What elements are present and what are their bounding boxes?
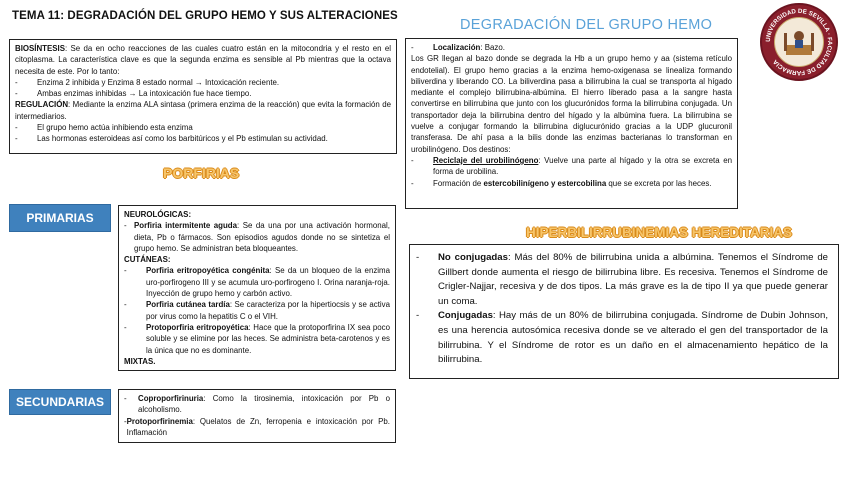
list-item: - El grupo hemo actúa inhibiendo esta enzima <box>15 123 193 133</box>
page-title: TEMA 11: DEGRADACIÓN DEL GRUPO HEMO Y SUS ALTERACIONES <box>12 10 398 22</box>
svg-text:UNIVERSIDAD DE SEVILLA · FACUL: UNIVERSIDAD DE SEVILLA · FACULTAD DE FARMACIA <box>764 7 834 77</box>
list-item: - Conjugadas: Hay más de un 80% de bilirrubina conjugada. Síndrome de Dubin Johnson, es una herencia autosómica recesiva donde se ve alterado el gen del transportador de la bilirrubina. Y el Síndrome de rotor es un daño en el almacenamiento hepático de la bilirrubina. <box>416 310 828 366</box>
list-item: - No conjugadas: Más del 80% de bilirrubina unida a albúmina. Tenemos el Síndrome de Gillbert donde aumenta el riesgo de bilirrubina libre. Es recesiva. Tenemos el Síndrome de Crigler-Najjar, recesiva y de dos tipos. La más grave es la de tipo II ya que puede generar un coma. <box>416 252 829 307</box>
list-item: - Localización: Bazo. <box>411 43 505 52</box>
neurologicas-heading: NEUROLÓGICAS: <box>124 210 192 219</box>
primarias-label: PRIMARIAS <box>9 204 111 232</box>
porfirias-heading: PORFIRIAS <box>163 165 240 181</box>
cutaneas-heading: CUTÁNEAS: <box>124 255 171 265</box>
list-item: - Protoporfirinemia: Quelatos de Zn, ferropenia e intoxicación por Pb. Inflamación <box>124 416 390 437</box>
list-item: - Porfiria intermitente aguda: Se da una por una activación hormonal, dieta, Pb o fármacos. Son episodios agudos donde no se sintetiza el grupo hemo. Se administran beta bloqueantes. <box>124 221 390 253</box>
list-item: - Protoporfiria eritropoyética: Hace que la protoporfirina IX sea poco soluble y se elimine por las heces. Se administra beta-carotenos y es la única que no es dominante. <box>124 322 390 355</box>
seal-ring-text <box>762 5 836 79</box>
list-item: - Porfiria cutánea tardía: Se caracteriza por la hipertiocsis y se activa por virus como la hepatitis C o el VIH. <box>124 300 390 321</box>
biosintesis-text: : Se da en ocho reacciones de las cuales cuatro están en la mitocondria y el resto en el citoplasma. La característica clave es que la segunda enzima es sensible al Pb mientras que la octava necesita de este. Por lo tanto: <box>15 44 391 76</box>
list-item: - Coproporfirinuria: Como la tirosinemia, intoxicación por Pb o alcoholismo. <box>124 394 390 415</box>
secundarias-box <box>118 389 396 443</box>
regulacion-label: REGULACIÓN <box>15 100 69 110</box>
degradacion-box <box>405 38 738 209</box>
list-item: - Enzima 2 inhibida y Enzima 8 estado normal → Intoxicación reciente. <box>15 77 280 87</box>
hiper-box <box>409 244 839 379</box>
list-item: - Reciclaje del urobilinógeno: Vuelve una parte al hígado y la otra se excreta en forma de urobilina. <box>411 155 732 177</box>
regulacion-text: : Mediante la enzima ALA sintasa (primera enzima de la reacción) que evita la formación de intermediarios. <box>15 100 391 121</box>
degradacion-heading: DEGRADACIÓN DEL GRUPO HEMO <box>460 17 713 33</box>
list-item: - Porfiria eritropoyética congénita: Se da un bloqueo de la enzima uro-porfirogeno III y se acumula uro-porfirogeno I. Orina naranja-roja. Inyección de grupo hemo y carbón activo. <box>124 266 390 299</box>
hiper-heading: HIPERBILIRRUBINEMIAS HEREDITARIAS <box>526 225 793 240</box>
biosintesis-box <box>9 39 397 154</box>
list-item: - Formación de estercobilinígeno y estercobilina que se excreta por las heces. <box>411 178 712 188</box>
university-seal <box>760 3 838 81</box>
biosintesis-label: BIOSÍNTESIS <box>15 44 65 53</box>
list-item: - Las hormonas esteroideas así como los barbitúricos y el Pb estimulan su actividad. <box>15 134 328 144</box>
secundarias-label: SECUNDARIAS <box>9 389 111 415</box>
primarias-box <box>118 205 396 371</box>
mixtas-heading: MIXTAS. <box>124 356 156 366</box>
list-item: - Ambas enzimas inhibidas → La intoxicación fue hace tiempo. <box>15 89 252 99</box>
degradacion-body: Los GR llegan al bazo donde se degrada la Hb a un grupo hemo y aa (sistema retículo endotelial). El grupo hemo gracias a la enzima hemo-oxigenasa se linealiza formando biliverdina y liberando CO. La biliverdina pasa a bilirrubina la cual se transporta al hígado mediante el complejo bilirrubina-albúmina. El hierro liberado pasa a la sangre hasta convertirse en bilirrubina que junto con los glucurónidos forma la bilirrubina conjugada. Un transportador deja la bilirrubina dentro del hígado y la albúmina fuera. La bilirrubina se vuelve a conjugar formando la bilirrubina diglucurónido gracias a la UDP glucuronil transferasa. De ahí pasa a la bilis donde las enzimas bacterianas lo transforman en urobilinógeno. Dos destinos: <box>411 54 732 154</box>
